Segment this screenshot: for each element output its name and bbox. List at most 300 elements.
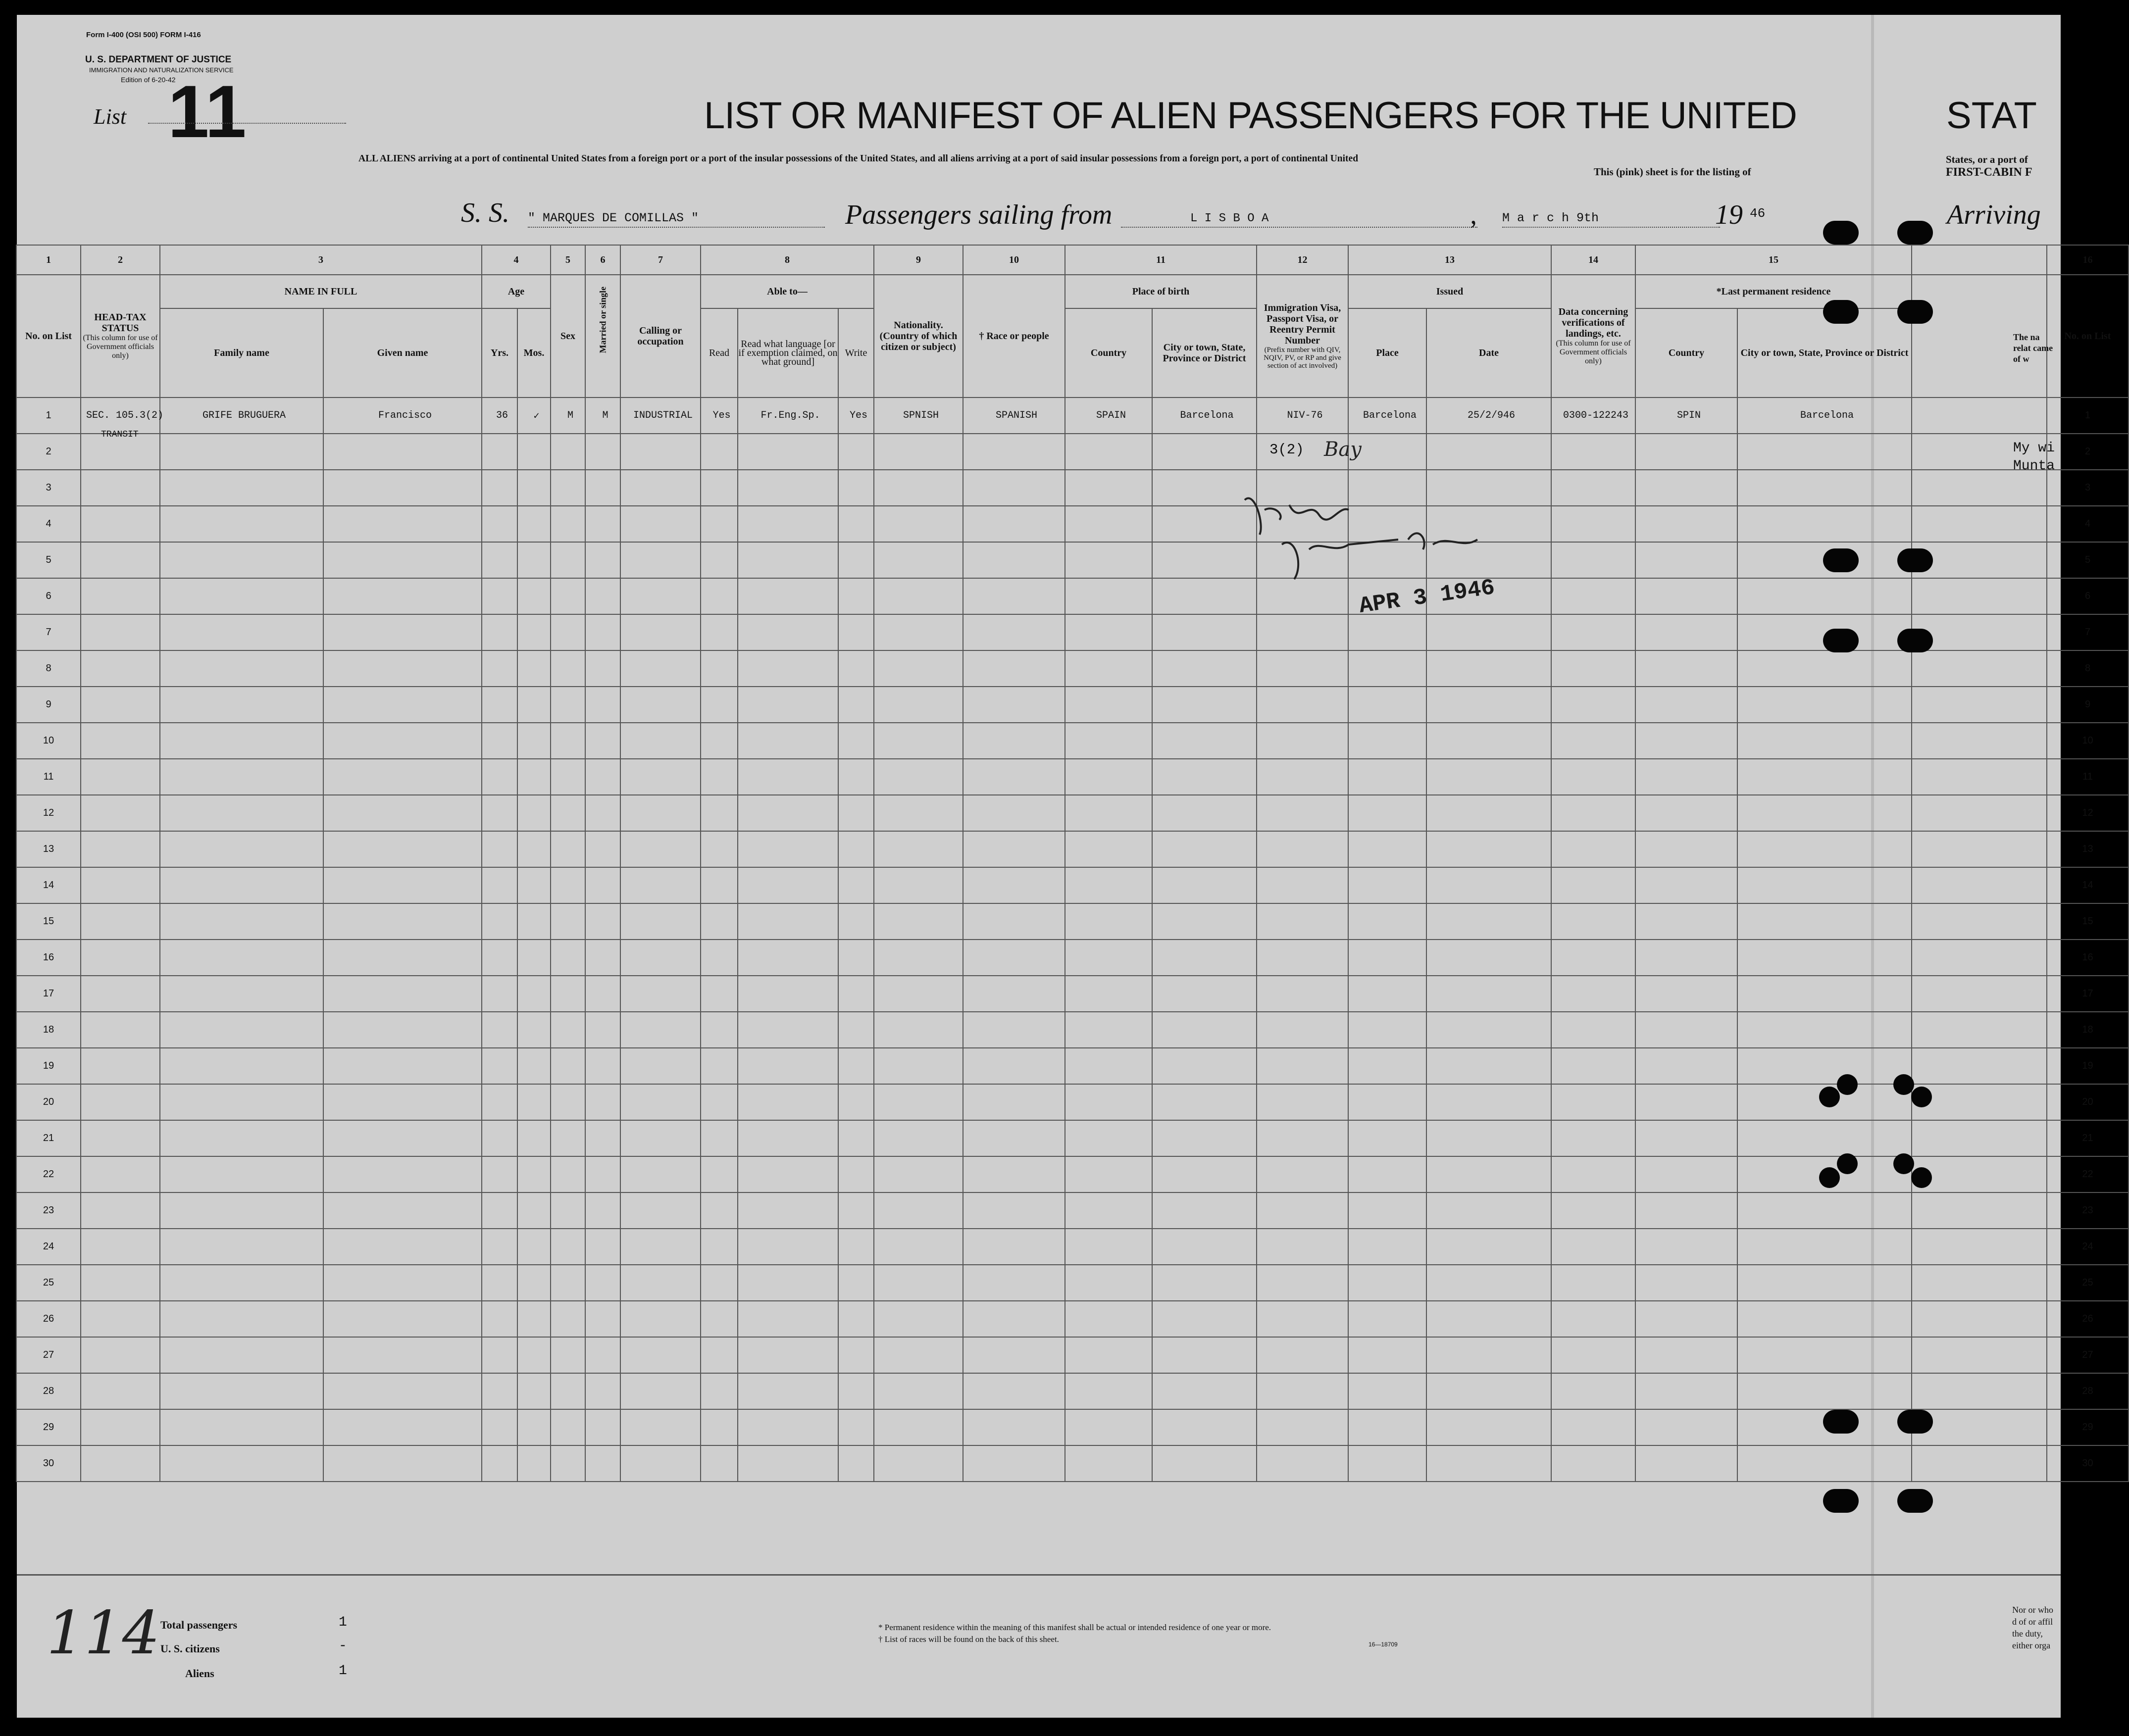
empty-cell <box>517 578 551 614</box>
empty-cell <box>551 542 585 578</box>
empty-cell <box>874 1048 963 1084</box>
empty-cell <box>1426 903 1551 940</box>
empty-cell <box>81 687 160 723</box>
empty-cell <box>738 506 838 542</box>
empty-cell <box>874 723 963 759</box>
empty-cell <box>551 759 585 795</box>
empty-cell <box>1152 1409 1257 1445</box>
empty-cell <box>838 687 874 723</box>
cell-nationality: SPNISH <box>874 397 963 434</box>
empty-cell <box>1348 831 1426 867</box>
empty-cell <box>620 1192 701 1229</box>
punch-hole <box>1823 221 1859 245</box>
date-underline <box>1502 227 1720 228</box>
colnum-7: 7 <box>620 245 701 275</box>
empty-cell <box>874 614 963 650</box>
empty-cell <box>838 1301 874 1337</box>
cell-res-city: Barcelona <box>1737 397 1912 434</box>
empty-cell <box>620 470 701 506</box>
empty-cell <box>1912 650 2047 687</box>
empty-cell <box>1426 1192 1551 1229</box>
empty-cell <box>1152 1156 1257 1192</box>
empty-cell <box>1635 795 1737 831</box>
empty-cell <box>585 795 620 831</box>
row-number: 14 <box>2047 867 2129 903</box>
row-number: 3 <box>2047 470 2129 506</box>
row-number: 21 <box>16 1120 81 1156</box>
empty-cell <box>1426 1373 1551 1409</box>
empty-cell <box>1152 1120 1257 1156</box>
punch-hole <box>1837 1153 1858 1174</box>
empty-cell <box>517 434 551 470</box>
empty-cell <box>323 759 482 795</box>
empty-cell <box>1551 795 1635 831</box>
empty-cell <box>701 687 738 723</box>
empty-cell <box>517 1445 551 1482</box>
empty-cell <box>1426 795 1551 831</box>
manifest-sheet <box>17 15 2111 1718</box>
empty-cell <box>963 687 1065 723</box>
empty-cell <box>1551 867 1635 903</box>
empty-cell <box>160 1337 323 1373</box>
empty-cell <box>1635 1265 1737 1301</box>
table-row <box>16 470 2129 506</box>
empty-cell <box>517 1120 551 1156</box>
year-prefix: 19 <box>1715 199 1743 230</box>
empty-cell <box>1551 1048 1635 1084</box>
empty-cell <box>551 650 585 687</box>
empty-cell <box>1065 1373 1152 1409</box>
empty-cell <box>482 1012 517 1048</box>
row-number: 29 <box>16 1409 81 1445</box>
cell-write: Yes <box>838 397 874 434</box>
empty-cell <box>963 759 1065 795</box>
punch-hole <box>1893 1074 1914 1095</box>
empty-cell <box>701 434 738 470</box>
empty-cell <box>963 795 1065 831</box>
empty-cell <box>323 831 482 867</box>
empty-cell <box>963 1229 1065 1265</box>
empty-cell <box>517 1012 551 1048</box>
empty-cell <box>160 434 323 470</box>
service: IMMIGRATION AND NATURALIZATION SERVICE <box>89 66 234 74</box>
empty-cell <box>323 1120 482 1156</box>
empty-cell <box>482 1084 517 1120</box>
empty-cell <box>620 1265 701 1301</box>
empty-cell <box>551 831 585 867</box>
empty-cell <box>1152 1012 1257 1048</box>
citizens-label: U. S. citizens <box>160 1642 220 1655</box>
empty-cell <box>551 1156 585 1192</box>
empty-cell <box>323 976 482 1012</box>
empty-cell <box>1737 1265 1912 1301</box>
empty-cell <box>81 795 160 831</box>
empty-cell <box>1426 1012 1551 1048</box>
row-number: 22 <box>16 1156 81 1192</box>
empty-cell <box>1065 1445 1152 1482</box>
handwritten-page-number: 114 <box>47 1599 160 1668</box>
empty-cell <box>585 831 620 867</box>
empty-cell <box>1152 614 1257 650</box>
empty-cell <box>482 687 517 723</box>
empty-cell <box>874 1192 963 1229</box>
empty-cell <box>701 578 738 614</box>
empty-cell <box>1257 831 1348 867</box>
empty-cell <box>1551 940 1635 976</box>
empty-cell <box>620 1084 701 1120</box>
empty-cell <box>1737 723 1912 759</box>
empty-cell <box>620 1229 701 1265</box>
aliens-label: Aliens <box>185 1667 214 1680</box>
empty-cell <box>620 1012 701 1048</box>
punch-hole <box>1897 1489 1933 1513</box>
empty-cell <box>517 687 551 723</box>
hdr-visa-title: Immigration Visa, Passport Visa, or Reentry Permit Number <box>1264 302 1341 346</box>
empty-cell <box>323 1265 482 1301</box>
empty-cell <box>963 1156 1065 1192</box>
cell-read: Yes <box>701 397 738 434</box>
empty-cell <box>1152 650 1257 687</box>
empty-cell <box>81 723 160 759</box>
empty-cell <box>701 723 738 759</box>
table-row <box>16 1084 2129 1120</box>
row-number: 3 <box>16 470 81 506</box>
empty-cell <box>1348 1120 1426 1156</box>
row-number: 8 <box>16 650 81 687</box>
page-title: LIST OR MANIFEST OF ALIEN PASSENGERS FOR THE UNITED <box>704 95 1797 137</box>
empty-cell <box>517 1337 551 1373</box>
empty-cell <box>1912 831 2047 867</box>
empty-cell <box>701 470 738 506</box>
empty-cell <box>1912 1084 2047 1120</box>
empty-cell <box>1635 976 1737 1012</box>
empty-cell <box>551 795 585 831</box>
table-row <box>16 687 2129 723</box>
empty-cell <box>1635 687 1737 723</box>
empty-cell <box>1635 1156 1737 1192</box>
empty-cell <box>482 831 517 867</box>
empty-cell <box>81 1265 160 1301</box>
empty-cell <box>1551 1409 1635 1445</box>
print-code: 16—18709 <box>1369 1641 1398 1648</box>
punch-hole <box>1897 629 1933 652</box>
empty-cell <box>1737 506 1912 542</box>
empty-cell <box>874 976 963 1012</box>
empty-cell <box>585 506 620 542</box>
empty-cell <box>517 1229 551 1265</box>
empty-cell <box>963 1265 1065 1301</box>
empty-cell <box>1551 506 1635 542</box>
hdr-race: † Race or people <box>963 275 1065 397</box>
cell-family-name: GRIFE BRUGUERA <box>160 397 323 434</box>
empty-cell <box>738 687 838 723</box>
empty-cell <box>874 650 963 687</box>
empty-cell <box>517 1265 551 1301</box>
empty-cell <box>738 542 838 578</box>
punch-hole <box>1837 1074 1858 1095</box>
empty-cell <box>963 867 1065 903</box>
empty-cell <box>585 723 620 759</box>
empty-cell <box>81 542 160 578</box>
empty-cell <box>482 903 517 940</box>
empty-cell <box>1551 903 1635 940</box>
colnum-9: 9 <box>874 245 963 275</box>
empty-cell <box>963 1373 1065 1409</box>
empty-cell <box>701 506 738 542</box>
empty-cell <box>1551 1337 1635 1373</box>
empty-cell <box>838 903 874 940</box>
empty-cell <box>585 1409 620 1445</box>
table-row <box>16 397 2129 434</box>
empty-cell <box>482 1192 517 1229</box>
empty-cell <box>1065 1337 1152 1373</box>
empty-cell <box>838 940 874 976</box>
empty-cell <box>482 1048 517 1084</box>
empty-cell <box>701 1156 738 1192</box>
empty-cell <box>963 434 1065 470</box>
empty-cell <box>160 1156 323 1192</box>
table-row <box>16 831 2129 867</box>
empty-cell <box>323 614 482 650</box>
empty-cell <box>551 976 585 1012</box>
empty-cell <box>620 1156 701 1192</box>
empty-cell <box>1348 687 1426 723</box>
empty-cell <box>963 1120 1065 1156</box>
colnum-3: 3 <box>160 245 482 275</box>
colnum-13: 13 <box>1348 245 1551 275</box>
empty-cell <box>874 1120 963 1156</box>
empty-cell <box>1152 1192 1257 1229</box>
empty-cell <box>160 1229 323 1265</box>
empty-cell <box>1257 1265 1348 1301</box>
table-row <box>16 1409 2129 1445</box>
row-number: 12 <box>16 795 81 831</box>
empty-cell <box>738 795 838 831</box>
empty-cell <box>1551 1120 1635 1156</box>
empty-cell <box>585 1120 620 1156</box>
empty-cell <box>838 650 874 687</box>
ship-name: " MARQUES DE COMILLAS " <box>528 211 699 225</box>
hdr-res-city: City or town, State, Province or District <box>1737 308 1912 397</box>
year-suffix: 46 <box>1750 206 1766 221</box>
colnum-14: 14 <box>1551 245 1635 275</box>
row-number: 29 <box>2047 1409 2129 1445</box>
row-number: 10 <box>2047 723 2129 759</box>
empty-cell <box>551 903 585 940</box>
row-number: 2 <box>2047 434 2129 470</box>
empty-cell <box>738 1048 838 1084</box>
hdr-res-country: Country <box>1635 308 1737 397</box>
empty-cell <box>160 650 323 687</box>
cell-occupation: INDUSTRIAL <box>620 397 701 434</box>
hdr-issued-place: Place <box>1348 308 1426 397</box>
empty-cell <box>482 1156 517 1192</box>
empty-cell <box>517 1373 551 1409</box>
empty-cell <box>1065 1120 1152 1156</box>
empty-cell <box>1065 506 1152 542</box>
empty-cell <box>701 1012 738 1048</box>
table-row <box>16 723 2129 759</box>
table-row <box>16 542 2129 578</box>
hdr-no-on-list-right: No. on List <box>2047 275 2129 397</box>
row-number: 25 <box>16 1265 81 1301</box>
row-number: 28 <box>16 1373 81 1409</box>
empty-cell <box>701 940 738 976</box>
table-row <box>16 1048 2129 1084</box>
empty-cell <box>1635 1229 1737 1265</box>
aliens-value: 1 <box>339 1663 347 1679</box>
empty-cell <box>81 976 160 1012</box>
empty-cell <box>160 831 323 867</box>
cell-language: Fr.Eng.Sp. <box>738 397 838 434</box>
empty-cell <box>1348 1301 1426 1337</box>
empty-cell <box>585 650 620 687</box>
empty-cell <box>551 1409 585 1445</box>
hdr-age: Age <box>482 275 551 308</box>
empty-cell <box>551 506 585 542</box>
empty-cell <box>1635 903 1737 940</box>
row-number: 15 <box>16 903 81 940</box>
empty-cell <box>874 1445 963 1482</box>
empty-cell <box>160 723 323 759</box>
cell-head-tax-section: SEC. 105.3(2) <box>81 397 160 434</box>
empty-cell <box>620 1048 701 1084</box>
empty-cell <box>160 470 323 506</box>
row-number: 12 <box>2047 795 2129 831</box>
empty-cell <box>585 1156 620 1192</box>
empty-cell <box>963 1301 1065 1337</box>
empty-cell <box>160 1084 323 1120</box>
empty-cell <box>160 795 323 831</box>
colnum-15: 15 <box>1635 245 1912 275</box>
hdr-name-in-full: NAME IN FULL <box>160 275 482 308</box>
empty-cell <box>551 470 585 506</box>
empty-cell <box>517 1192 551 1229</box>
punch-hole <box>1911 1167 1932 1188</box>
empty-cell <box>1426 1409 1551 1445</box>
row-number: 24 <box>2047 1229 2129 1265</box>
empty-cell <box>738 1337 838 1373</box>
empty-cell <box>1635 1373 1737 1409</box>
empty-cell <box>738 1229 838 1265</box>
empty-cell <box>1912 940 2047 976</box>
empty-cell <box>1065 1265 1152 1301</box>
hdr-place-of-birth: Place of birth <box>1065 275 1257 308</box>
table-row <box>16 1156 2129 1192</box>
table-row <box>16 1337 2129 1373</box>
empty-cell <box>551 867 585 903</box>
hdr-no-on-list: No. on List <box>16 275 81 397</box>
empty-cell <box>517 759 551 795</box>
empty-cell <box>1551 470 1635 506</box>
empty-cell <box>517 903 551 940</box>
empty-cell <box>1065 1012 1152 1048</box>
empty-cell <box>81 1048 160 1084</box>
empty-cell <box>1257 976 1348 1012</box>
empty-cell <box>160 903 323 940</box>
empty-cell <box>620 650 701 687</box>
hdr-read: Read <box>701 308 738 397</box>
empty-cell <box>1551 542 1635 578</box>
hdr-given-name: Given name <box>323 308 482 397</box>
empty-cell <box>701 1084 738 1120</box>
colnum-8: 8 <box>701 245 874 275</box>
cell-issued-date: 25/2/946 <box>1426 397 1551 434</box>
empty-cell <box>838 759 874 795</box>
cell-age-years: 36 <box>482 397 517 434</box>
empty-cell <box>701 1373 738 1409</box>
empty-cell <box>323 1301 482 1337</box>
list-underline <box>148 123 346 124</box>
table-row <box>16 1445 2129 1482</box>
empty-cell <box>160 542 323 578</box>
empty-cell <box>963 1337 1065 1373</box>
punch-hole <box>1823 300 1859 324</box>
empty-cell <box>701 759 738 795</box>
empty-cell <box>482 1265 517 1301</box>
empty-cell <box>620 542 701 578</box>
table-row <box>16 1301 2129 1337</box>
empty-cell <box>1912 1337 2047 1373</box>
empty-cell <box>1257 1192 1348 1229</box>
empty-cell <box>1635 434 1737 470</box>
hdr-birth-city: City or town, State, Province or District <box>1152 308 1257 397</box>
empty-cell <box>517 614 551 650</box>
empty-cell <box>1635 867 1737 903</box>
empty-cell <box>81 1192 160 1229</box>
table-row <box>16 1229 2129 1265</box>
empty-cell <box>620 831 701 867</box>
empty-cell <box>1635 1301 1737 1337</box>
empty-cell <box>585 1337 620 1373</box>
empty-cell <box>323 1229 482 1265</box>
row-number: 7 <box>16 614 81 650</box>
empty-cell <box>551 1048 585 1084</box>
empty-cell <box>1426 723 1551 759</box>
empty-cell <box>1426 940 1551 976</box>
empty-cell <box>1348 867 1426 903</box>
table-row <box>16 867 2129 903</box>
empty-cell <box>1912 795 2047 831</box>
empty-cell <box>963 1192 1065 1229</box>
cell-age-mark: ✓ <box>517 397 551 434</box>
empty-cell <box>160 1445 323 1482</box>
row-number: 4 <box>2047 506 2129 542</box>
row-number: 25 <box>2047 1265 2129 1301</box>
empty-cell <box>1152 434 1257 470</box>
empty-cell <box>1737 1048 1912 1084</box>
empty-cell <box>1635 1445 1737 1482</box>
empty-cell <box>738 434 838 470</box>
empty-cell <box>620 1337 701 1373</box>
empty-cell <box>323 1048 482 1084</box>
form-ids: Form I-400 (OSI 500) FORM I-416 <box>86 31 201 39</box>
empty-cell <box>160 759 323 795</box>
empty-cell <box>1065 903 1152 940</box>
empty-cell <box>963 1084 1065 1120</box>
empty-cell <box>874 940 963 976</box>
empty-cell <box>874 1084 963 1120</box>
empty-cell <box>585 1192 620 1229</box>
empty-cell <box>1635 578 1737 614</box>
empty-cell <box>701 1409 738 1445</box>
empty-cell <box>963 1012 1065 1048</box>
empty-cell <box>1426 1445 1551 1482</box>
empty-cell <box>551 1192 585 1229</box>
hdr-married-text: Married or single <box>598 286 608 353</box>
empty-cell <box>551 723 585 759</box>
empty-cell <box>1635 542 1737 578</box>
